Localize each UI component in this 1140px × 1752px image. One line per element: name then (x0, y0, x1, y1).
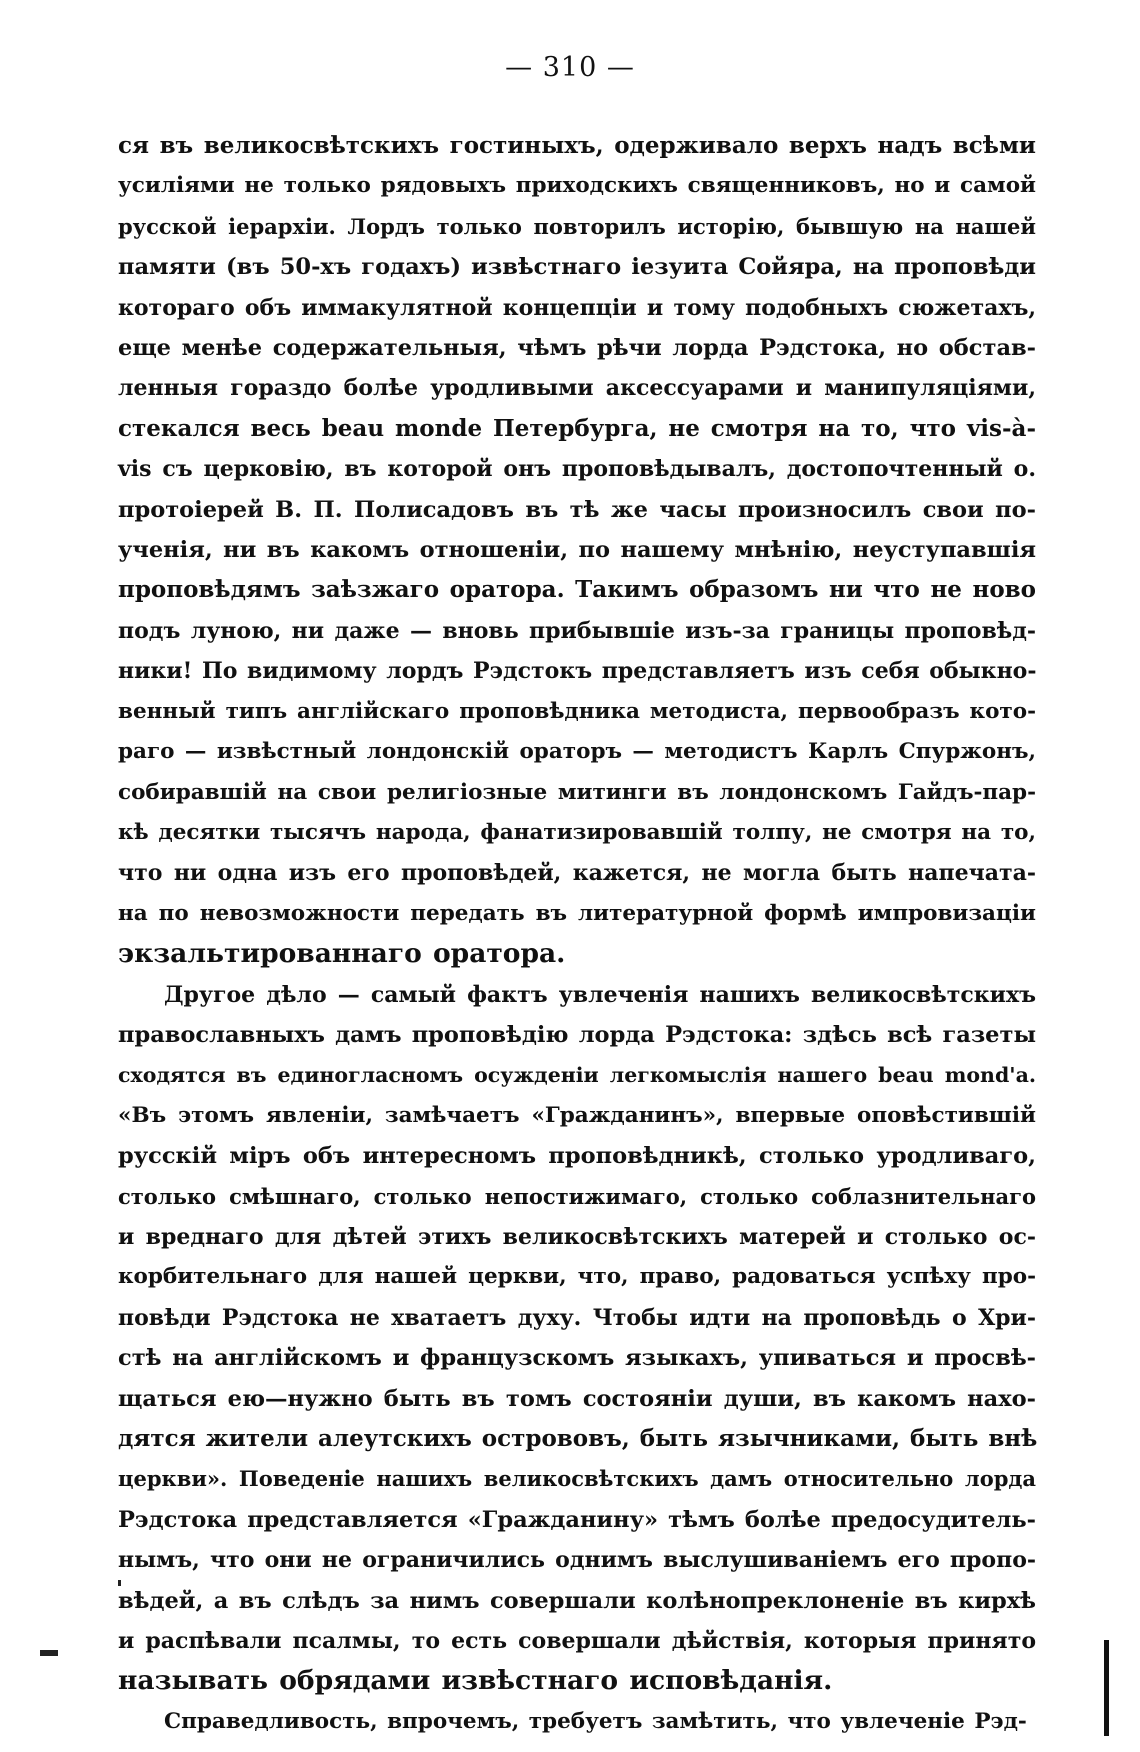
text-line: русскій міръ объ интересномъ проповѣдникѣ, столько уродливаго, (118, 1143, 1036, 1170)
text-line: ученія, ни въ какомъ отношеніи, по нашему мнѣнію, неуступавшія (118, 537, 1036, 564)
ink-speck (118, 1580, 121, 1586)
text-line: вѣдей, а въ слѣдъ за нимъ совершали колѣнопреклоненіе въ кирхѣ (118, 1587, 1036, 1614)
text-line: усиліями не только рядовыхъ приходскихъ священниковъ, но и самой (118, 173, 1036, 199)
text-line: кѣ десятки тысячъ народа, фанатизировавшій толпу, не смотря на то, (118, 819, 1036, 845)
text-line: нымъ, что они не ограничились однимъ выслушиваніемъ его пропо- (118, 1547, 1036, 1574)
text-line: ники! По видимому лордъ Рэдстокъ представляетъ изъ себя обыкно- (118, 658, 1037, 685)
text-line: сходятся въ единогласномъ осужденіи легкомыслія нашего beau mond'а. (118, 1063, 1036, 1088)
text-line: на по невозможности передать въ литературной формѣ импровизаціи (118, 900, 1036, 926)
text-line: протоіерей В. П. Полисадовъ въ тѣ же часы произносилъ свои по- (118, 496, 1036, 523)
paragraph-1 (118, 126, 1036, 975)
text-line: раго — извѣстный лондонскій ораторъ — методистъ Карлъ Спуржонъ, (118, 739, 1036, 765)
text-line: повѣди Рэдстока не хватаетъ духу. Чтобы идти на проповѣдь о Хри- (118, 1304, 1036, 1331)
page-number: — 310 — (505, 52, 635, 83)
body-text (118, 126, 1036, 1742)
text-line: щаться ею—нужно быть въ томъ состояніи души, въ какомъ нахо- (118, 1385, 1036, 1412)
text-line: собиравшій на свои религіозные митинги въ лондонскомъ Гайдъ-пар- (118, 779, 1036, 805)
text-line: «Въ этомъ явленіи, замѣчаетъ «Гражданинъ», впервые оповѣстившій (118, 1102, 1036, 1128)
text-line: Рэдстока представляется «Гражданину» тѣмъ болѣе предосудитель- (118, 1506, 1036, 1533)
margin-rule-mark (1104, 1640, 1109, 1736)
text-line: что ни одна изъ его проповѣдей, кажется, не могла быть напечата- (118, 860, 1036, 887)
text-line: стекался весь beau monde Петербурга, не смотря на то, что vis-à- (118, 414, 1036, 442)
text-line: церкви». Поведеніе нашихъ великосвѣтскихъ дамъ относительно лорда (118, 1466, 1036, 1492)
text-line: проповѣдямъ заѣзжаго оратора. Такимъ образомъ ни что не ново (118, 576, 1036, 604)
text-line: памяти (въ 50-хъ годахъ) извѣстнаго іезуита Сойяра, на проповѣди (118, 254, 1036, 281)
text-line: подъ луною, ни даже — вновь прибывшіе изъ-за границы проповѣд- (118, 617, 1036, 644)
text-line: Справедливость, впрочемъ, требуетъ замѣтить, что увлеченіе Рэд- (164, 1708, 1027, 1734)
text-line: столько смѣшнаго, столько непостижимаго, столько соблазнительнаго (118, 1183, 1036, 1209)
text-line: ленныя гораздо болѣе уродливыми аксессуарами и манипуляціями, (118, 375, 1036, 402)
text-line: русской іерархіи. Лордъ только повторилъ исторію, бывшую на нашей (118, 213, 1036, 239)
ink-speck (40, 1650, 58, 1656)
text-line: котораго объ иммакулятной концепціи и тому подобныхъ сюжетахъ, (118, 294, 1036, 321)
text-line: корбительнаго для нашей церкви, что, право, радоваться успѣху про- (118, 1264, 1036, 1290)
paragraph-2 (118, 975, 1036, 1702)
text-line: называть обрядами извѣстнаго исповѣданія. (118, 1665, 833, 1697)
text-line: экзальтированнаго оратора. (118, 938, 566, 970)
text-line: венный типъ англійскаго проповѣдника методиста, первообразъ кото- (118, 698, 1036, 724)
text-line: Другое дѣло — самый фактъ увлеченія нашихъ великосвѣтскихъ (164, 981, 1036, 1008)
paragraph-3 (118, 1702, 1036, 1742)
text-line: православныхъ дамъ проповѣдію лорда Рэдстока: здѣсь всѣ газеты (118, 1021, 1036, 1048)
text-line: ся въ великосвѣтскихъ гостиныхъ, одерживало верхъ надъ всѣми (118, 132, 1036, 159)
text-line: vis съ церковію, въ которой онъ проповѣдывалъ, достопочтенный о. (118, 456, 1036, 483)
text-line: стѣ на англійскомъ и французскомъ языкахъ, упиваться и просвѣ- (118, 1345, 1036, 1372)
text-line: дятся жители алеутскихъ острововъ, быть язычниками, быть внѣ (118, 1425, 1038, 1452)
text-line: еще менѣе содержательныя, чѣмъ рѣчи лорда Рэдстока, но обстав- (118, 335, 1036, 362)
text-line: и вреднаго для дѣтей этихъ великосвѣтскихъ матерей и столько ос- (118, 1223, 1036, 1250)
text-line: и распѣвали псалмы, то есть совершали дѣйствія, которыя принято (118, 1628, 1036, 1655)
